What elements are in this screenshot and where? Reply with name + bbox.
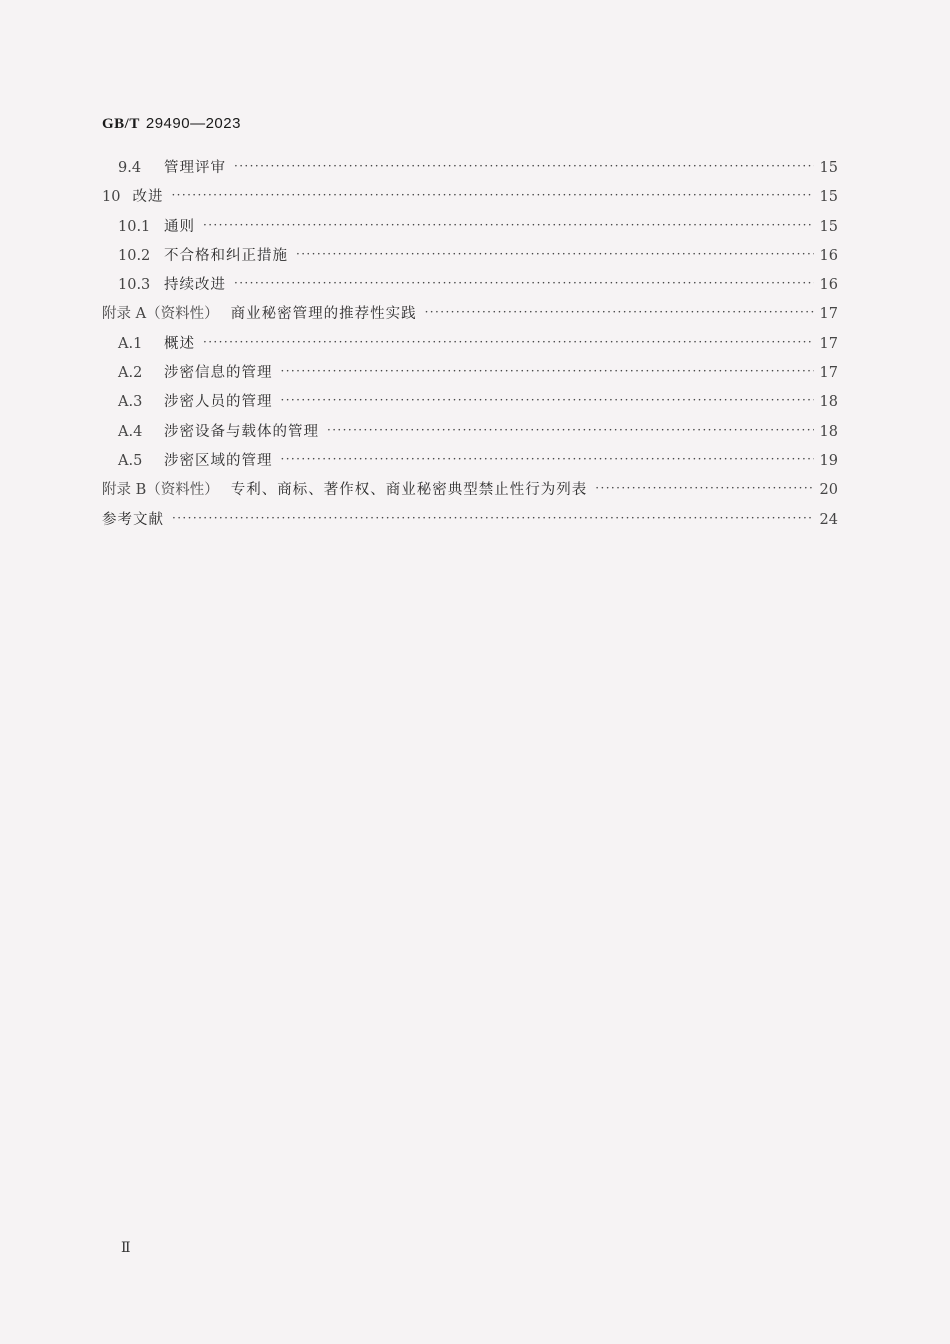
toc-entry[interactable] [102,302,838,331]
toc-entry-title: 概述 [164,335,195,352]
toc-entry[interactable] [102,361,838,390]
toc-entry-number: A.5 [118,452,143,469]
toc-entry[interactable] [102,215,838,244]
toc-entry-title: 不合格和纠正措施 [164,247,288,264]
toc-entry[interactable] [102,390,838,419]
toc-dot-leader [172,511,814,525]
toc-entry-number: 附录 A（资料性） [102,306,219,323]
table-of-contents [102,156,838,537]
toc-entry-number: 附录 B（资料性） [102,482,219,499]
toc-entry-page: 24 [819,511,838,528]
toc-entry-title: 涉密设备与载体的管理 [164,423,319,440]
toc-entry-number: A.4 [118,423,143,440]
toc-entry-page: 20 [819,482,838,499]
toc-entry-number: 10.2 [118,247,151,264]
toc-entry-title: 涉密信息的管理 [164,365,273,382]
toc-entry-page: 15 [819,218,838,235]
toc-entry-title: 涉密人员的管理 [164,394,273,411]
toc-entry-title: 持续改进 [164,277,226,294]
toc-dot-leader [234,276,814,290]
toc-entry[interactable] [102,478,838,507]
toc-dot-leader [281,452,814,466]
toc-entry-page: 15 [819,189,838,206]
toc-entry[interactable] [102,244,838,273]
toc-dot-leader [595,481,813,495]
toc-entry-title: 商业秘密管理的推荐性实践 [230,306,417,323]
toc-dot-leader [203,218,814,232]
toc-entry-number: A.1 [118,335,143,352]
toc-dot-leader [171,188,813,202]
standard-header [102,114,241,133]
toc-entry-page: 16 [819,277,838,294]
standard-number: 29490—2023 [145,115,241,132]
toc-dot-leader [296,247,814,261]
toc-entry-number: 10 [102,189,121,206]
toc-entry[interactable] [102,332,838,361]
toc-entry[interactable] [102,185,838,214]
toc-entry[interactable] [102,508,838,537]
toc-dot-leader [327,423,814,437]
toc-entry-page: 15 [819,160,838,176]
toc-entry-page: 17 [819,365,838,382]
toc-entry[interactable] [102,420,838,449]
toc-entry-number: 10.1 [118,218,151,235]
toc-dot-leader [203,335,814,349]
toc-entry-title: 管理评审 [164,160,226,176]
standard-code: GB/T [102,116,140,132]
toc-entry-number: A.2 [118,365,143,382]
toc-entry-page: 19 [819,452,838,469]
toc-entry-page: 16 [819,247,838,264]
toc-entry-title: 参考文献 [102,511,164,528]
toc-entry[interactable] [102,449,838,478]
toc-entry-number: 9.4 [118,160,142,176]
toc-entry-title: 专利、商标、著作权、商业秘密典型禁止性行为列表 [230,482,588,499]
toc-dot-leader [281,393,814,407]
toc-entry-page: 17 [819,306,838,323]
toc-entry-title: 涉密区域的管理 [164,452,273,469]
toc-entry-page: 17 [819,335,838,352]
toc-entry-page: 18 [819,423,838,440]
page-number: Ⅱ [121,1240,131,1256]
toc-entry-title: 通则 [164,218,195,235]
toc-dot-leader [425,305,814,319]
toc-entry-number: 10.3 [118,277,151,294]
toc-dot-leader [234,159,814,173]
toc-dot-leader [281,364,814,378]
toc-entry-title: 改进 [132,189,164,206]
toc-entry[interactable] [102,156,838,185]
toc-entry-number: A.3 [118,394,143,411]
toc-entry-page: 18 [819,394,838,411]
toc-entry[interactable] [102,273,838,302]
